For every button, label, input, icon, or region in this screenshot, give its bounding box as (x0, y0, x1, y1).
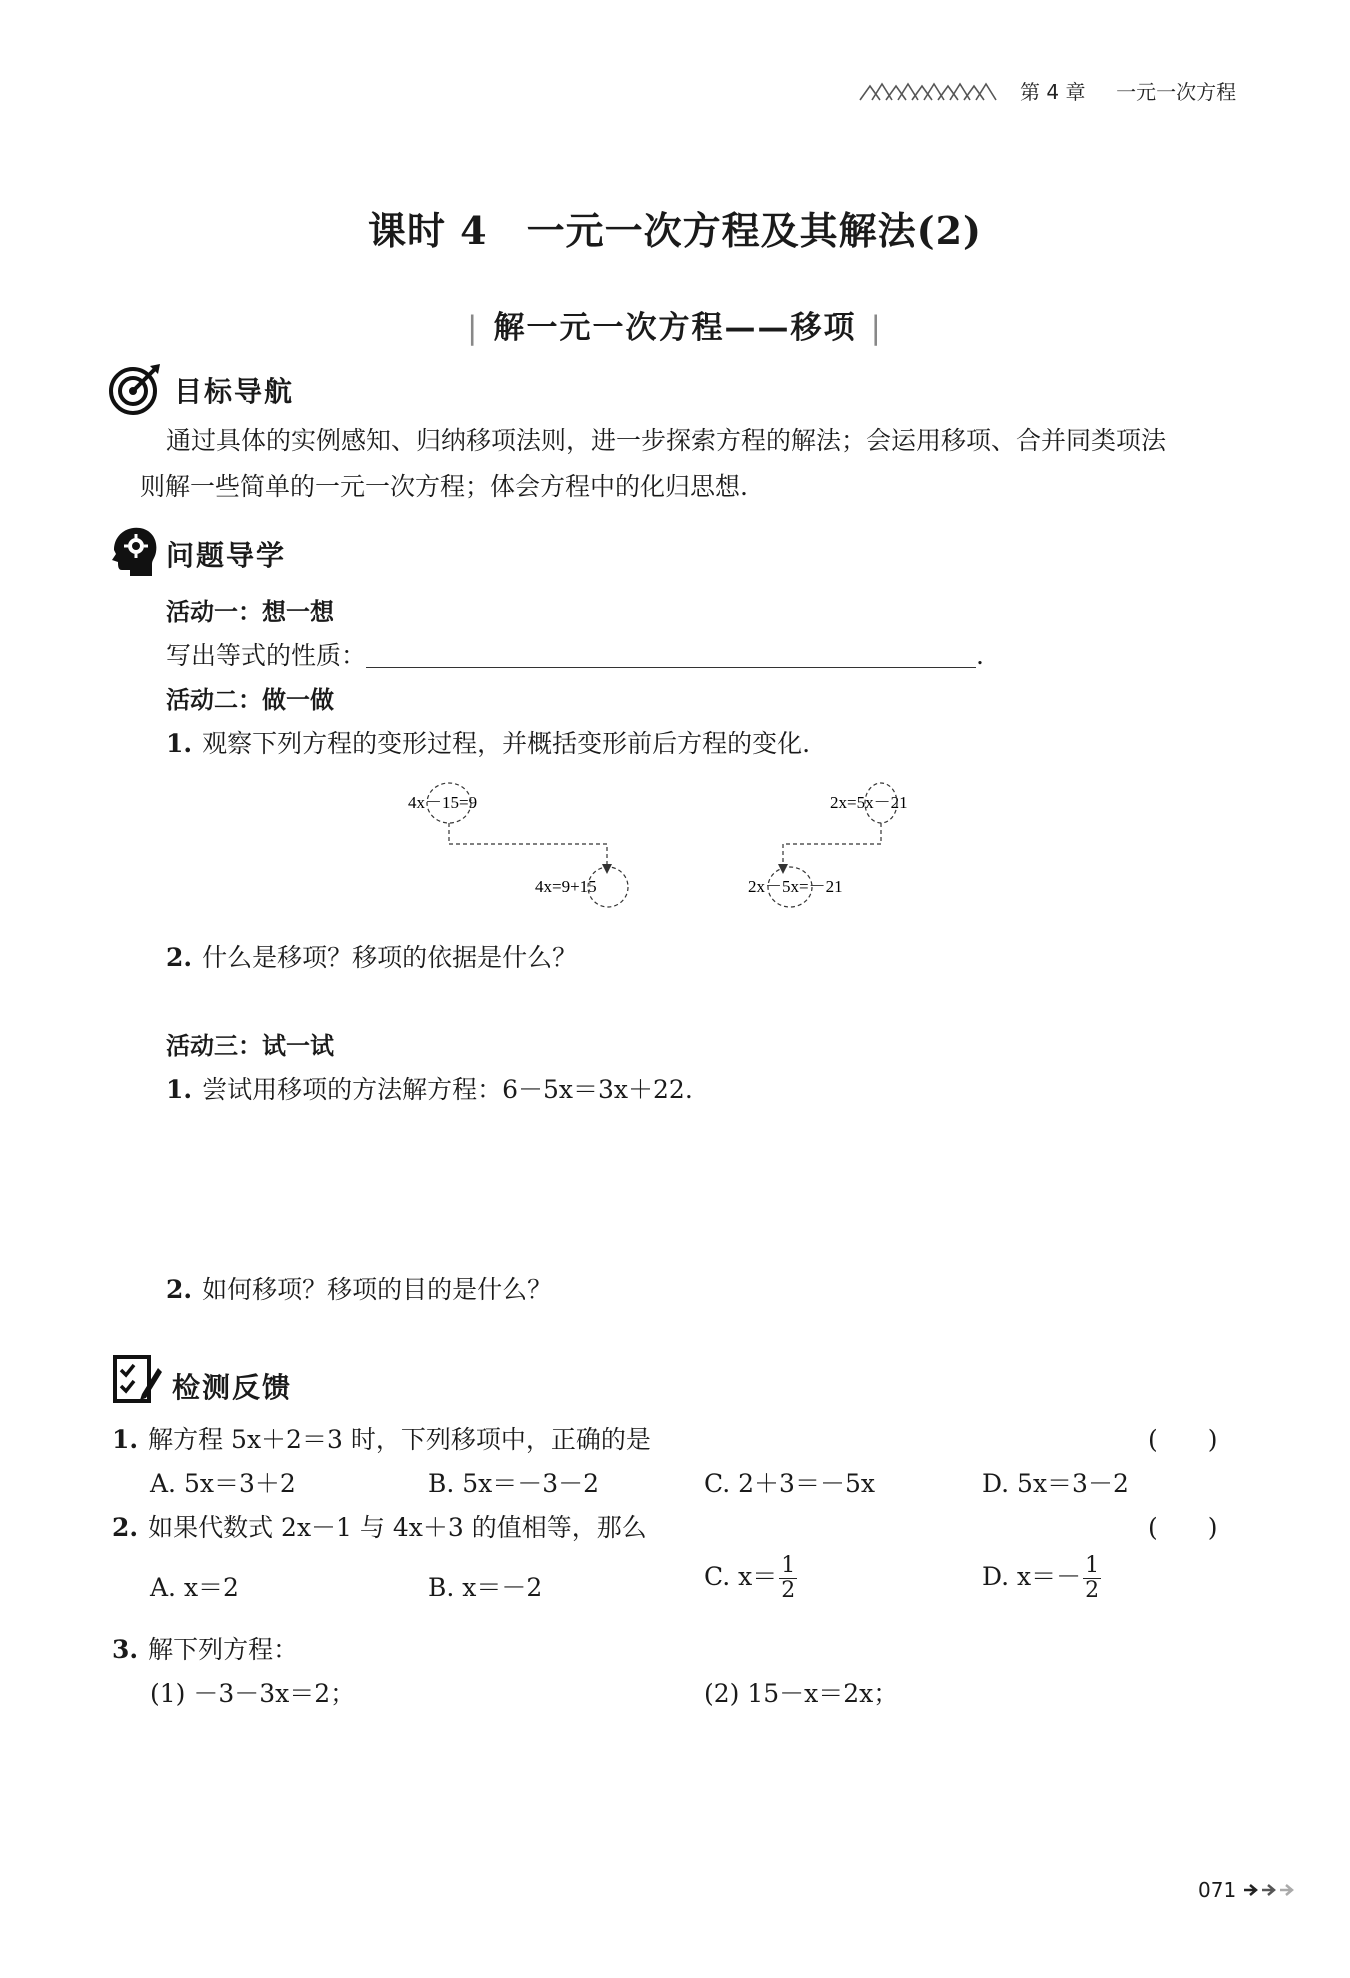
activity3-q1 (166, 1070, 693, 1106)
activity3-q2 (166, 1270, 552, 1306)
section-goal-title: 目标导航 (174, 375, 295, 408)
head-gear-icon (108, 524, 158, 580)
eq-left-top: 4x－15=9 (408, 793, 478, 812)
left-transform (408, 783, 628, 907)
activity2-q1-text: 观察下列方程的变形过程，并概括变形前后方程的变化. (202, 729, 811, 758)
fraction (1083, 1554, 1101, 1603)
q2-option-d[interactable] (982, 1554, 1101, 1603)
fraction-denominator: 2 (781, 1578, 796, 1603)
fraction-numerator: 1 (1085, 1553, 1100, 1578)
check-q1-num: 1. (112, 1425, 139, 1454)
eq-right-top: 2x=5x－21 (830, 793, 908, 812)
transposition-diagram (400, 780, 960, 910)
activity2-label: 活动二：做一做 (166, 686, 334, 714)
activity3-q1-num: 1. (166, 1075, 193, 1104)
q3-sub1: (1) －3－3x＝2； (150, 1679, 356, 1708)
lesson-subtitle: | 解一元一次方程——移项 | (467, 310, 883, 346)
chapter-title: 一元一次方程 (1116, 80, 1237, 104)
goal-text-line2: 则解一些简单的一元一次方程；体会方程中的化归思想. (140, 472, 748, 501)
section-check-title: 检测反馈 (172, 1371, 293, 1404)
q1-option-a[interactable]: A. 5x＝3＋2 (150, 1469, 296, 1498)
check-q2-text: 如果代数式 2x－1 与 4x＋3 的值相等，那么 (148, 1513, 647, 1542)
fraction (779, 1554, 797, 1603)
chapter-header (1020, 76, 1236, 105)
target-icon (108, 362, 162, 416)
q2-option-b[interactable]: B. x＝－2 (428, 1573, 543, 1602)
activity2-q2 (166, 938, 577, 974)
activity2-q2-num: 2. (166, 943, 193, 972)
dashed-arrow (783, 823, 881, 870)
q2-option-c[interactable] (704, 1554, 797, 1603)
q2-option-a[interactable]: A. x＝2 (150, 1573, 239, 1602)
q3-sub2: (2) 15－x＝2x； (704, 1679, 899, 1708)
eq-left-bottom: 4x=9+15 (535, 877, 597, 896)
activity3-q2-text: 如何移项？移项的目的是什么？ (202, 1275, 553, 1304)
activity3-q1-text: 尝试用移项的方法解方程：6－5x＝3x＋22. (202, 1075, 693, 1104)
section-problem-title: 问题导学 (166, 539, 287, 572)
mountains-decoration-icon (858, 76, 998, 102)
activity1-prompt-end: . (976, 641, 984, 670)
right-transform (748, 783, 908, 907)
fraction-denominator: 2 (1085, 1578, 1100, 1603)
activity2-q1-num: 1. (166, 729, 193, 758)
eq-right-bottom: 2x－5x=－21 (748, 877, 843, 896)
activity2-q2-text: 什么是移项？移项的依据是什么？ (202, 943, 578, 972)
check-q2 (112, 1508, 647, 1544)
answer-blank[interactable] (366, 645, 976, 668)
activity1-prompt (166, 636, 984, 672)
check-q3-text: 解下列方程： (148, 1635, 299, 1664)
check-q1-text: 解方程 5x＋2＝3 时，下列移项中，正确的是 (148, 1425, 651, 1454)
dashed-arrow (449, 823, 607, 870)
q1-option-b[interactable]: B. 5x＝－3－2 (428, 1469, 600, 1498)
activity3-q2-num: 2. (166, 1275, 193, 1304)
q2-option-c-text: C. x＝ (704, 1562, 778, 1591)
subtitle-text: 解一元一次方程——移项 (493, 310, 857, 346)
activity1-label: 活动一：想一想 (166, 598, 334, 626)
check-q3 (112, 1630, 298, 1666)
lesson-title: 课时 4 一元一次方程及其解法(2) (367, 208, 983, 253)
q1-option-c[interactable]: C. 2＋3＝－5x (704, 1469, 875, 1498)
check-q3-num: 3. (112, 1635, 139, 1664)
goal-text-line1: 通过具体的实例感知、归纳移项法则，进一步探索方程的解法；会运用移项、合并同类项法 (166, 426, 1167, 455)
q1-option-d[interactable]: D. 5x＝3－2 (982, 1469, 1129, 1498)
fraction-numerator: 1 (781, 1553, 796, 1578)
answer-paren[interactable]: ( ) (1148, 1425, 1218, 1454)
q2-option-d-text: D. x＝－ (982, 1562, 1082, 1591)
activity2-q1 (166, 724, 810, 760)
page-number: 071 (1198, 1878, 1237, 1902)
check-q1 (112, 1420, 651, 1456)
activity3-label: 活动三：试一试 (166, 1032, 334, 1060)
arrows-decoration-icon (1242, 1880, 1302, 1900)
check-q2-num: 2. (112, 1513, 139, 1542)
checklist-icon (112, 1354, 162, 1406)
answer-paren[interactable]: ( ) (1148, 1513, 1218, 1542)
chapter-number: 第 4 章 (1020, 80, 1086, 104)
activity1-prompt-text: 写出等式的性质： (166, 641, 367, 670)
